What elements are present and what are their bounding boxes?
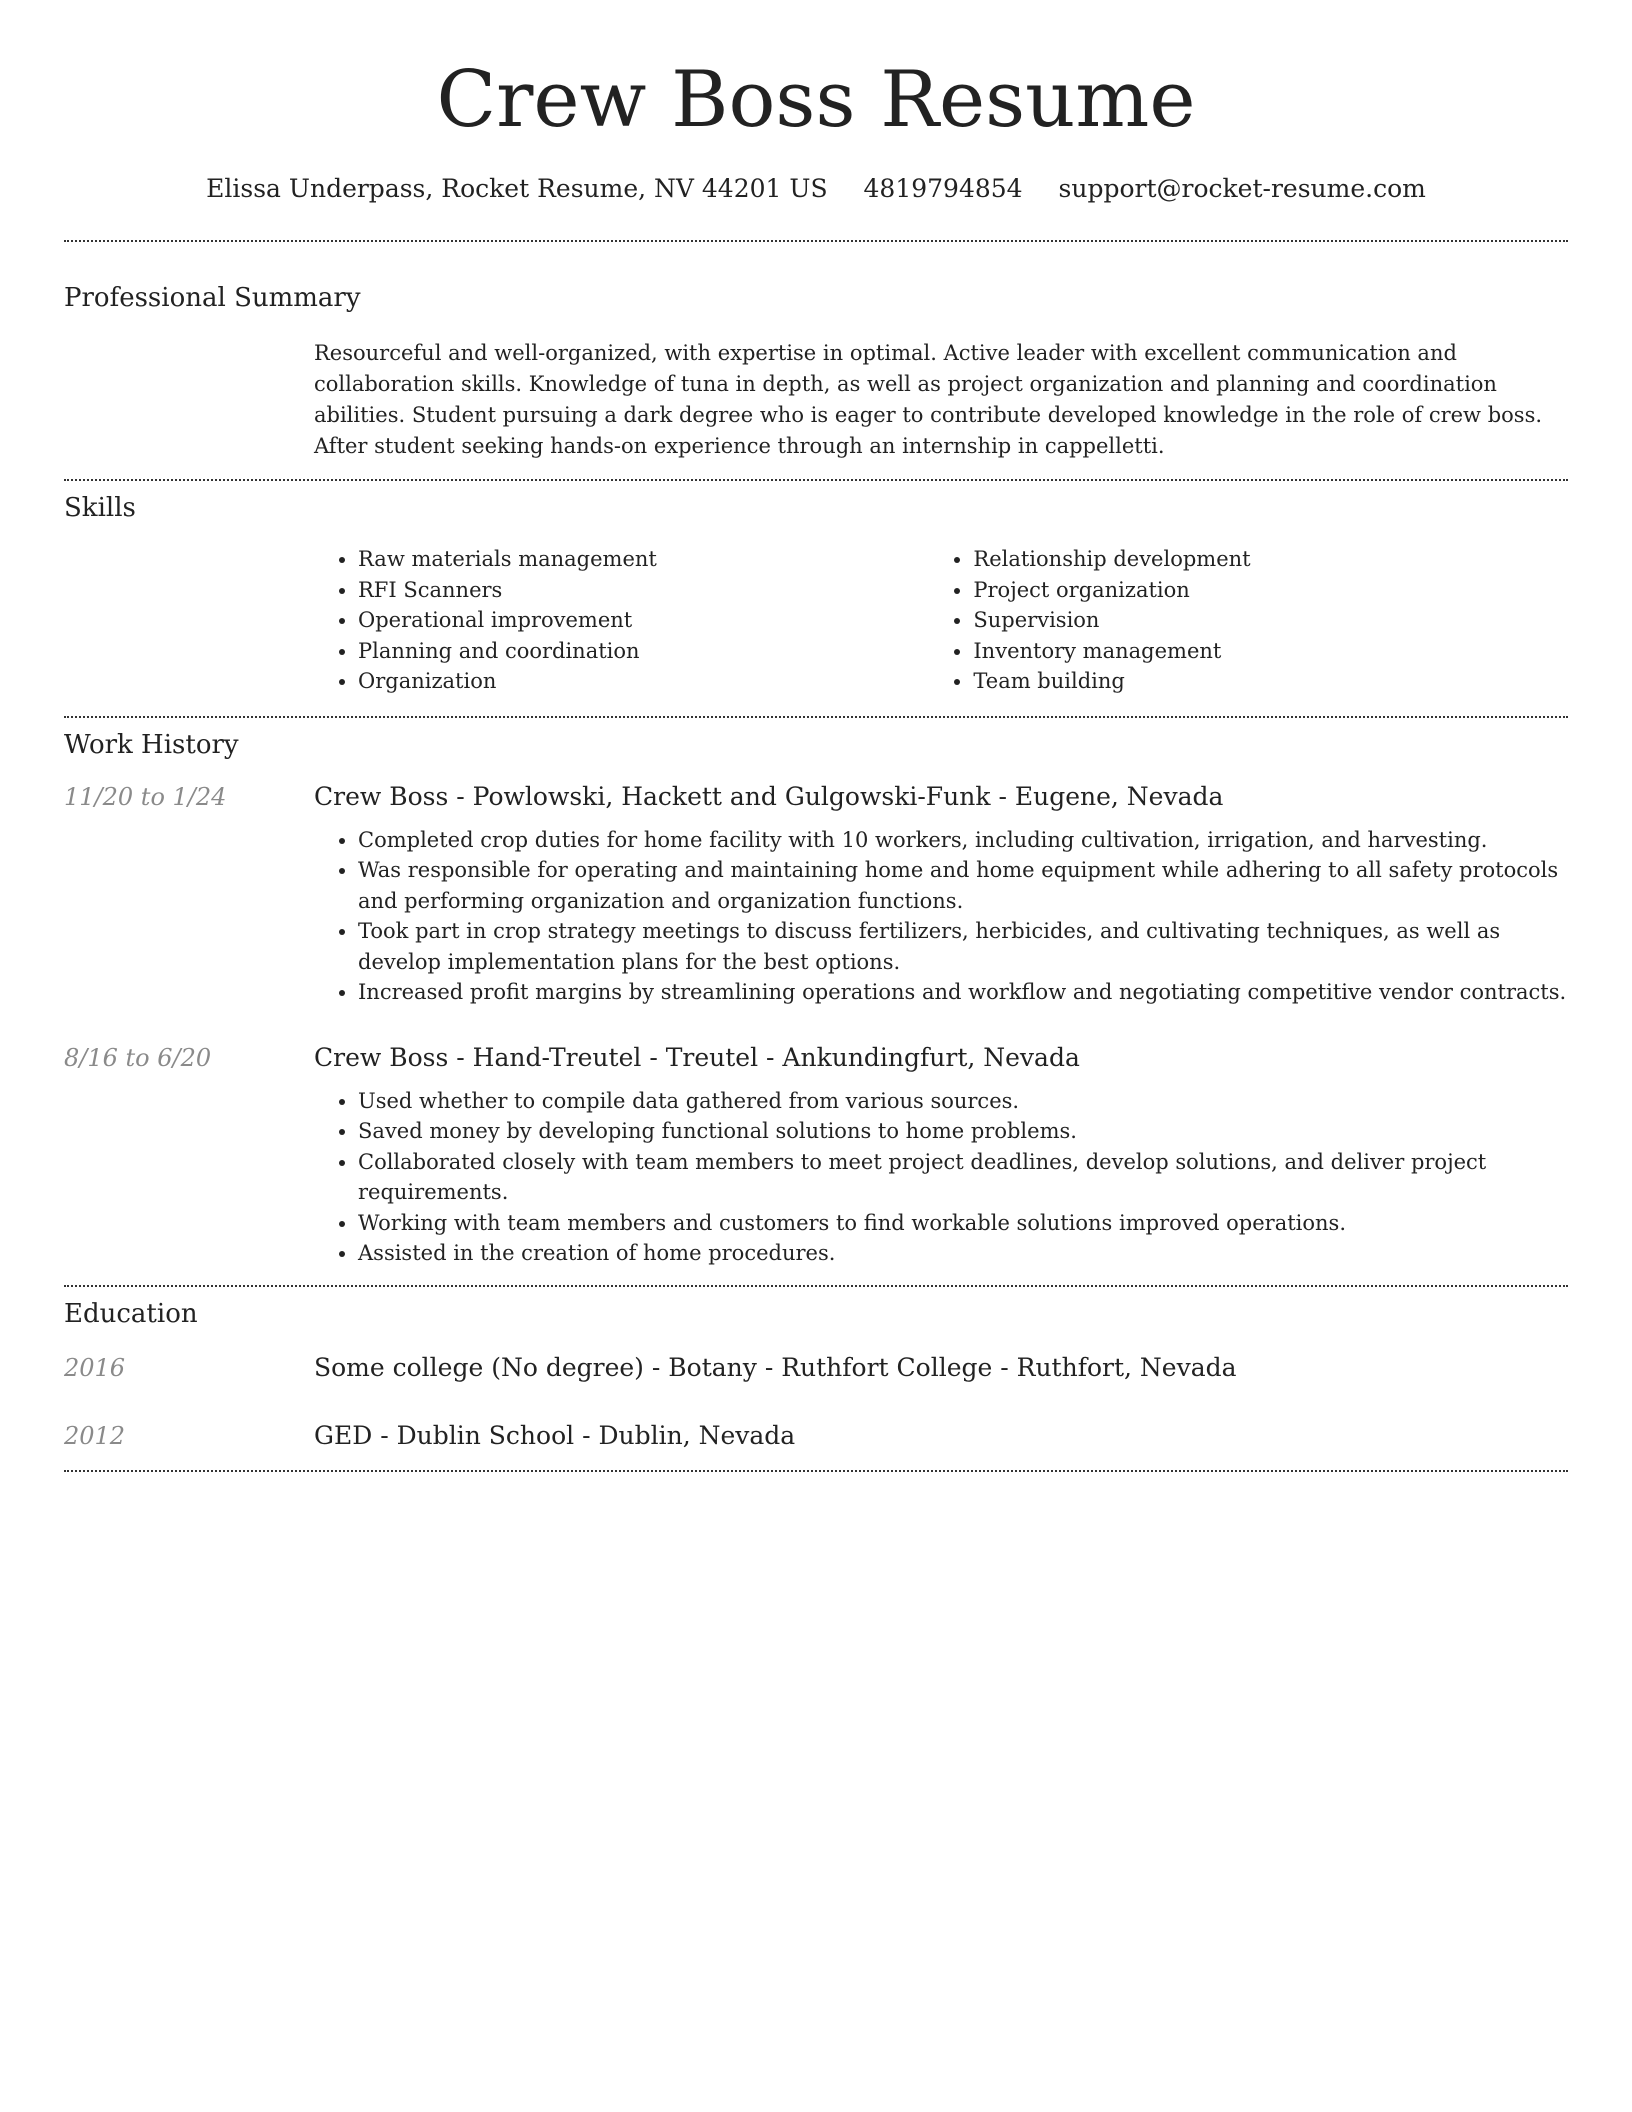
skill-item: • Organization: [358, 666, 929, 697]
work-dates: 11/20 to 1/24: [64, 782, 227, 811]
work-bullets: [314, 825, 1568, 1008]
divider: [64, 716, 1568, 718]
resume-title: Crew Boss Resume: [436, 55, 1196, 145]
work-heading: Crew Boss - Powlowski, Hackett and Gulgowski-Funk - Eugene, Nevada: [314, 781, 1224, 811]
skills-list: [314, 544, 1568, 697]
work-dates: 8/16 to 6/20: [64, 1043, 212, 1072]
section-title-summary: Professional Summary: [64, 283, 361, 313]
skill-item: • Supervision: [973, 605, 1568, 636]
resume-page: [64, 0, 1568, 1472]
section-title-work-history: Work History: [64, 729, 239, 760]
divider: [64, 1470, 1568, 1472]
education-year: 2012: [64, 1421, 126, 1450]
work-entry: [64, 781, 1568, 1008]
work-bullet: • Took part in crop strategy meetings to discuss fertilizers, herbicides, and cultivating techniques, as well as develop implementation plans for the best options.: [358, 916, 1568, 977]
work-entry: [64, 1042, 1568, 1269]
work-bullet: • Saved money by developing functional solutions to home problems.: [358, 1116, 1568, 1147]
work-heading: Crew Boss - Hand-Treutel - Treutel - Ankundingfurt, Nevada: [314, 1042, 1080, 1072]
education-year: 2016: [64, 1353, 126, 1382]
education-entry: [64, 1420, 1568, 1452]
skill-item: • Relationship development: [973, 544, 1568, 575]
work-bullet: • Used whether to compile data gathered from various sources.: [358, 1086, 1568, 1117]
contact-line: [64, 174, 1568, 204]
contact-email: support@rocket-resume.com: [1058, 174, 1426, 203]
skill-item: • Planning and coordination: [358, 636, 929, 667]
work-bullet: • Completed crop duties for home facility with 10 workers, including cultivation, irrigation, and harvesting.: [358, 825, 1568, 856]
work-bullet: • Increased profit margins by streamlining operations and workflow and negotiating competitive vendor contracts.: [358, 977, 1568, 1008]
contact-phone: 4819794854: [863, 174, 1023, 203]
work-bullet: • Was responsible for operating and maintaining home and home equipment while adhering to all safety protocols and performing organization and organization functions.: [358, 855, 1568, 916]
skill-item: • Raw materials management: [358, 544, 929, 575]
work-bullet: • Working with team members and customers to find workable solutions improved operations.: [358, 1208, 1568, 1239]
skill-item: • Team building: [973, 666, 1568, 697]
skill-item: • RFI Scanners: [358, 575, 929, 606]
contact-address: Elissa Underpass, Rocket Resume, NV 44201 US: [206, 174, 828, 203]
skill-item: • Project organization: [973, 575, 1568, 606]
skill-item: • Inventory management: [973, 636, 1568, 667]
work-details: [314, 1042, 1568, 1269]
skill-item: • Operational improvement: [358, 605, 929, 636]
education-details: GED - Dublin School - Dublin, Nevada: [314, 1420, 796, 1450]
education-entry: [64, 1352, 1568, 1384]
section-title-skills: Skills: [64, 493, 136, 523]
work-details: [314, 781, 1568, 1008]
divider: [64, 1285, 1568, 1287]
education-details: Some college (No degree) - Botany - Ruthfort College - Ruthfort, Nevada: [314, 1352, 1237, 1382]
skills-column-right: [929, 544, 1568, 697]
work-bullets: [314, 1086, 1568, 1269]
divider: [64, 240, 1568, 242]
work-bullet: • Assisted in the creation of home procedures.: [358, 1238, 1568, 1269]
divider: [64, 479, 1568, 481]
skills-column-left: [314, 544, 929, 697]
work-bullet: • Collaborated closely with team members to meet project deadlines, develop solutions, and deliver project requirements.: [358, 1147, 1568, 1208]
section-title-education: Education: [64, 1298, 198, 1329]
summary-text: Resourceful and well-organized, with expertise in optimal. Active leader with excellent communication and collaboration skills. Knowledge of tuna in depth, as well as project organization and planning and coordination abilities. Student pursuing a dark degree who is eager to contribute developed knowledge in the role of crew boss. After student seeking hands-on experience through an internship in cappelletti.: [314, 341, 1543, 458]
